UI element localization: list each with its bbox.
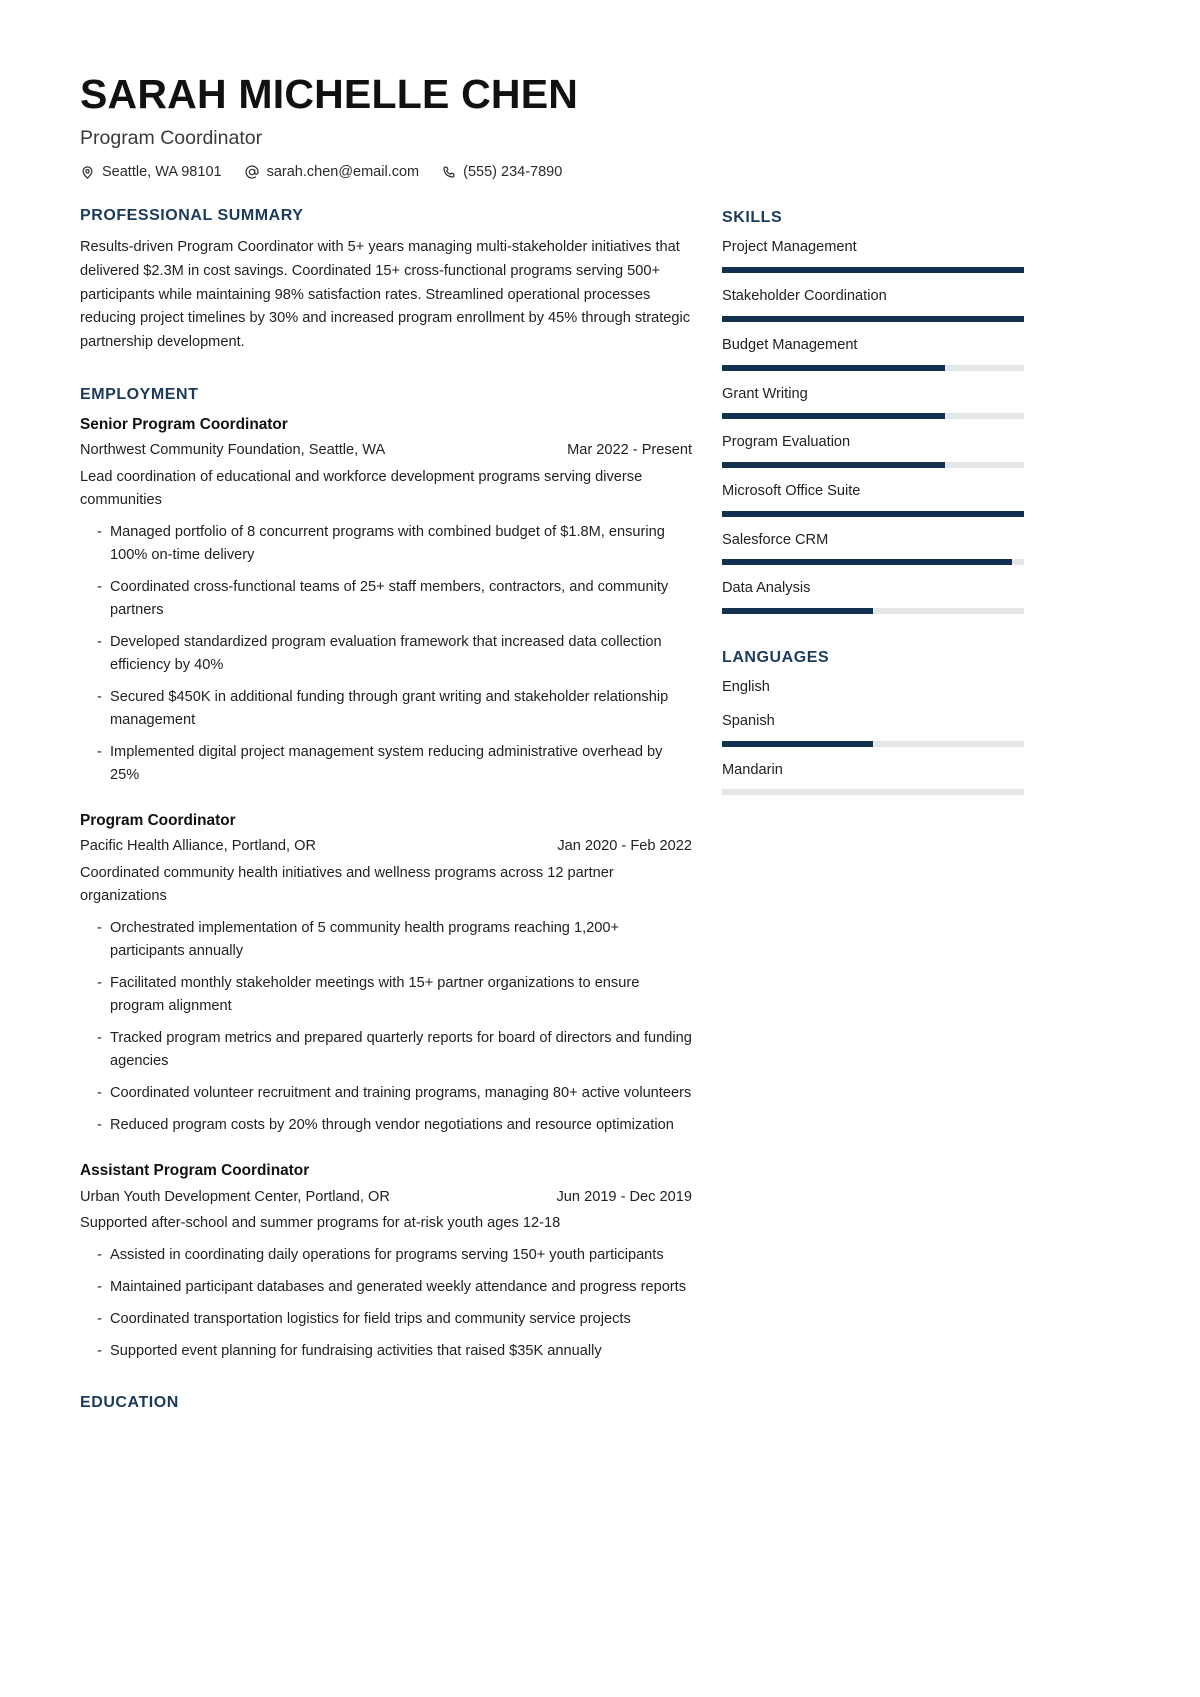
job-bullet-list — [80, 1244, 692, 1363]
skill-label: Salesforce CRM — [722, 531, 829, 548]
skills-heading: SKILLS — [722, 209, 783, 227]
job-meta-row — [80, 1187, 692, 1207]
skill-level-bar — [722, 365, 1024, 371]
skill-level-fill — [722, 559, 1012, 565]
skill-level-bar — [722, 413, 1024, 419]
skill-label: Microsoft Office Suite — [722, 482, 861, 499]
job-description: Coordinated community health initiatives and wellness programs across 12 partner organizations — [80, 864, 614, 904]
skill-level-bar — [722, 559, 1024, 565]
skill-level-fill — [722, 413, 945, 419]
skill-item — [722, 238, 1024, 273]
skill-level-fill — [722, 462, 945, 468]
skill-label: Project Management — [722, 239, 857, 256]
skill-level-bar — [722, 608, 1024, 614]
resume-header — [80, 72, 1120, 180]
skill-level-bar — [722, 462, 1024, 468]
language-label: Spanish — [722, 712, 775, 729]
languages-heading: LANGUAGES — [722, 648, 830, 666]
job-bullet-list — [80, 917, 692, 1137]
skill-level-fill — [722, 365, 945, 371]
job-bullet: - Reduced program costs by 20% through vendor negotiations and resource optimization — [80, 1114, 692, 1137]
language-level-bar — [722, 741, 1024, 747]
skill-item — [722, 336, 1024, 371]
skill-label: Grant Writing — [722, 385, 808, 402]
skill-item — [722, 579, 1024, 614]
job-bullet: - Maintained participant databases and generated weekly attendance and progress reports — [80, 1276, 692, 1299]
skill-level-bar — [722, 511, 1024, 517]
job-bullet: - Coordinated transportation logistics for field trips and community service projects — [80, 1308, 692, 1331]
contact-location — [80, 164, 222, 180]
contact-location-text: Seattle, WA 98101 — [102, 164, 222, 181]
job-bullet: - Coordinated cross-functional teams of 25+ staff members, contractors, and community partners — [80, 576, 692, 622]
summary-text: Results-driven Program Coordinator with 5+ years managing multi-stakeholder initiatives that delivered $2.3M in cost savings. Coordinated 15+ cross-functional programs serving 500+ participants while maintaining 98% satisfaction rates. Streamlined operational processes reducing project timelines by 30% and increased program enrollment by 45% through strategic partnership development. — [80, 239, 691, 351]
job-bullet: - Managed portfolio of 8 concurrent programs with combined budget of $1.8M, ensuring 100% on-time delivery — [80, 521, 692, 567]
job-role: Program Coordinator — [80, 812, 236, 830]
job-entry — [80, 811, 692, 1137]
skill-level-fill — [722, 267, 1024, 273]
skill-level-fill — [722, 608, 873, 614]
job-meta-row — [80, 440, 692, 460]
section-employment — [80, 385, 692, 1363]
skill-item — [722, 482, 1024, 517]
job-company: Northwest Community Foundation, Seattle, WA — [80, 442, 386, 459]
job-meta-row — [80, 836, 692, 856]
language-label: Mandarin — [722, 761, 783, 778]
skill-level-fill — [722, 316, 1024, 322]
job-bullet: - Tracked program metrics and prepared quarterly reports for board of directors and funding agencies — [80, 1027, 692, 1073]
skill-label: Stakeholder Coordination — [722, 288, 887, 305]
language-item — [722, 712, 1024, 747]
contact-phone-text: (555) 234-7890 — [463, 164, 563, 181]
job-bullet: - Secured $450K in additional funding through grant writing and stakeholder relationship management — [80, 686, 692, 732]
contact-email[interactable] — [244, 164, 420, 180]
skill-level-fill — [722, 511, 1024, 517]
job-list — [80, 415, 692, 1363]
languages-list — [722, 678, 1024, 795]
job-description: Lead coordination of educational and workforce development programs serving diverse communities — [80, 468, 643, 508]
skills-list — [722, 238, 1024, 614]
job-bullet: - Developed standardized program evaluation framework that increased data collection efficiency by 40% — [80, 631, 692, 677]
skill-item — [722, 433, 1024, 468]
skill-label: Program Evaluation — [722, 434, 851, 451]
language-level-fill — [722, 741, 873, 747]
employment-heading: EMPLOYMENT — [80, 385, 199, 403]
main-column — [80, 206, 692, 1442]
contact-row — [80, 164, 1120, 180]
skill-item — [722, 385, 1024, 420]
language-item — [722, 678, 1024, 698]
language-level-bar — [722, 789, 1024, 795]
skill-level-bar — [722, 316, 1024, 322]
job-dates: Jun 2019 - Dec 2019 — [556, 1188, 692, 1205]
job-dates: Mar 2022 - Present — [567, 442, 692, 459]
section-skills — [722, 208, 1024, 614]
skill-item — [722, 531, 1024, 566]
skill-label: Data Analysis — [722, 580, 811, 597]
job-bullet: - Orchestrated implementation of 5 community health programs reaching 1,200+ participants annually — [80, 917, 692, 963]
candidate-name: SARAH MICHELLE CHEN — [80, 71, 579, 117]
job-bullet: - Supported event planning for fundraising activities that raised $35K annually — [80, 1340, 692, 1363]
job-bullet: - Implemented digital project management system reducing administrative overhead by 25% — [80, 741, 692, 787]
sidebar-column — [722, 206, 1024, 795]
language-label: English — [722, 679, 770, 696]
job-entry — [80, 1161, 692, 1363]
section-professional-summary — [80, 206, 692, 354]
job-bullet: - Coordinated volunteer recruitment and training programs, managing 80+ active volunteers — [80, 1082, 692, 1105]
job-bullet: - Facilitated monthly stakeholder meetings with 15+ partner organizations to ensure program alignment — [80, 972, 692, 1018]
job-dates: Jan 2020 - Feb 2022 — [557, 838, 692, 855]
resume-body — [80, 206, 1120, 1442]
candidate-title: Program Coordinator — [80, 126, 263, 149]
contact-email-text: sarah.chen@email.com — [266, 164, 420, 181]
skill-label: Budget Management — [722, 336, 858, 353]
job-entry — [80, 415, 692, 787]
job-company: Pacific Health Alliance, Portland, OR — [80, 838, 317, 855]
section-education — [80, 1393, 692, 1412]
location-pin-icon — [80, 165, 95, 180]
skill-level-bar — [722, 267, 1024, 273]
job-company: Urban Youth Development Center, Portland, OR — [80, 1188, 390, 1205]
language-item — [722, 761, 1024, 796]
job-role: Senior Program Coordinator — [80, 415, 288, 433]
email-at-icon — [244, 164, 260, 180]
job-bullet-list — [80, 521, 692, 787]
phone-icon — [441, 165, 456, 180]
job-bullet: - Assisted in coordinating daily operations for programs serving 150+ youth participants — [80, 1244, 692, 1267]
summary-heading: PROFESSIONAL SUMMARY — [80, 207, 304, 225]
job-role: Assistant Program Coordinator — [80, 1162, 310, 1180]
section-languages — [722, 648, 1024, 795]
contact-phone[interactable] — [441, 164, 562, 180]
education-heading: EDUCATION — [80, 1394, 179, 1412]
job-description: Supported after-school and summer programs for at-risk youth ages 12-18 — [80, 1214, 561, 1231]
skill-item — [722, 287, 1024, 322]
